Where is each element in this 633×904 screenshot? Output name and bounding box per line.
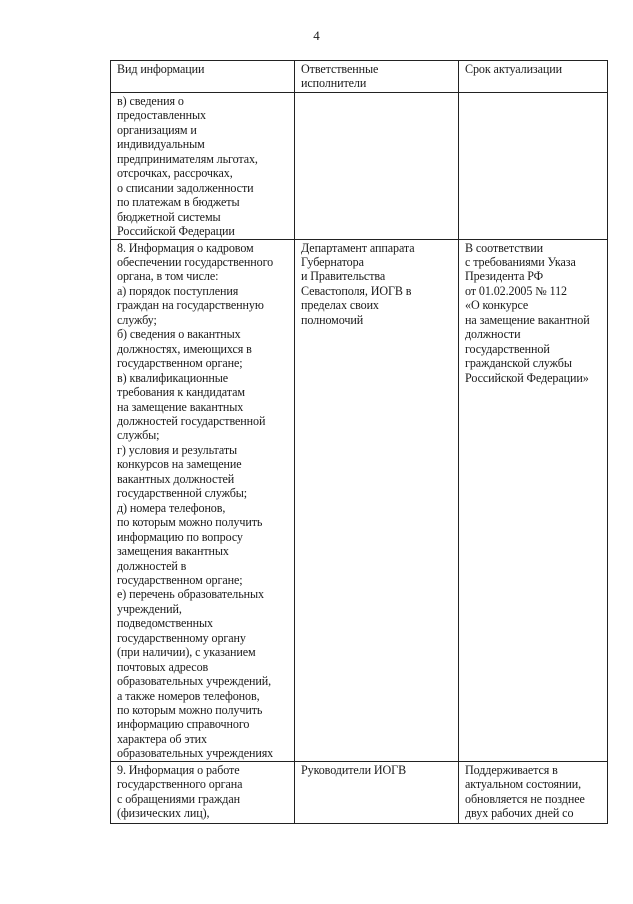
page-number: 4 [313, 28, 320, 43]
row-info-type: 9. Информация о работе государственного органа с обращениями граждан (физических лиц), [111, 761, 295, 823]
table-row [111, 93, 608, 240]
row-responsible: Департамент аппарата Губернатора и Правительства Севастополя, ИОГВ в пределах своих полномочий [295, 239, 459, 761]
row-info-type: в) сведения о предоставленных организациям и индивидуальным предпринимателям льготах, отсрочках, рассрочках, о списании задолженности по платежам в бюджеты бюджетной системы Российской Федерации [111, 93, 295, 240]
row-responsible [295, 93, 459, 240]
header-update-period: Срок актуализации [459, 61, 608, 93]
header-responsible: Ответственные исполнители [295, 61, 459, 93]
header-info-type: Вид информации [111, 61, 295, 93]
row-info-type: 8. Информация о кадровом обеспечении государственного органа, в том числе: а) порядок поступления граждан на государственную службу; б) сведения о вакантных должностях, имеющихся в государственном органе; в) квалификационные требования к кандидатам на замещение вакантных должностей государственной службы; г) условия и результаты конкурсов на замещение вакантных должностей государственной службы; д) номера телефонов, по которым можно получить информацию по вопросу замещения вакантных должностей в государственном органе; е) перечень образовательных учреждений, подведомственных государственному органу (при наличии), с указанием почтовых адресов образовательных учреждений, а также номеров телефонов, по которым можно получить информацию справочного характера об этих образовательных учреждениях [111, 239, 295, 761]
table-header-row [111, 61, 608, 93]
row-update-period [459, 93, 608, 240]
table-row [111, 761, 608, 823]
row-responsible: Руководители ИОГВ [295, 761, 459, 823]
row-update-period: Поддерживается в актуальном состоянии, обновляется не позднее двух рабочих дней со [459, 761, 608, 823]
table-row [111, 239, 608, 761]
row-update-period: В соответствии с требованиями Указа Президента РФ от 01.02.2005 № 112 «О конкурсе на замещение вакантной должности государственной гражданской службы Российской Федерации» [459, 239, 608, 761]
information-table [110, 60, 608, 824]
